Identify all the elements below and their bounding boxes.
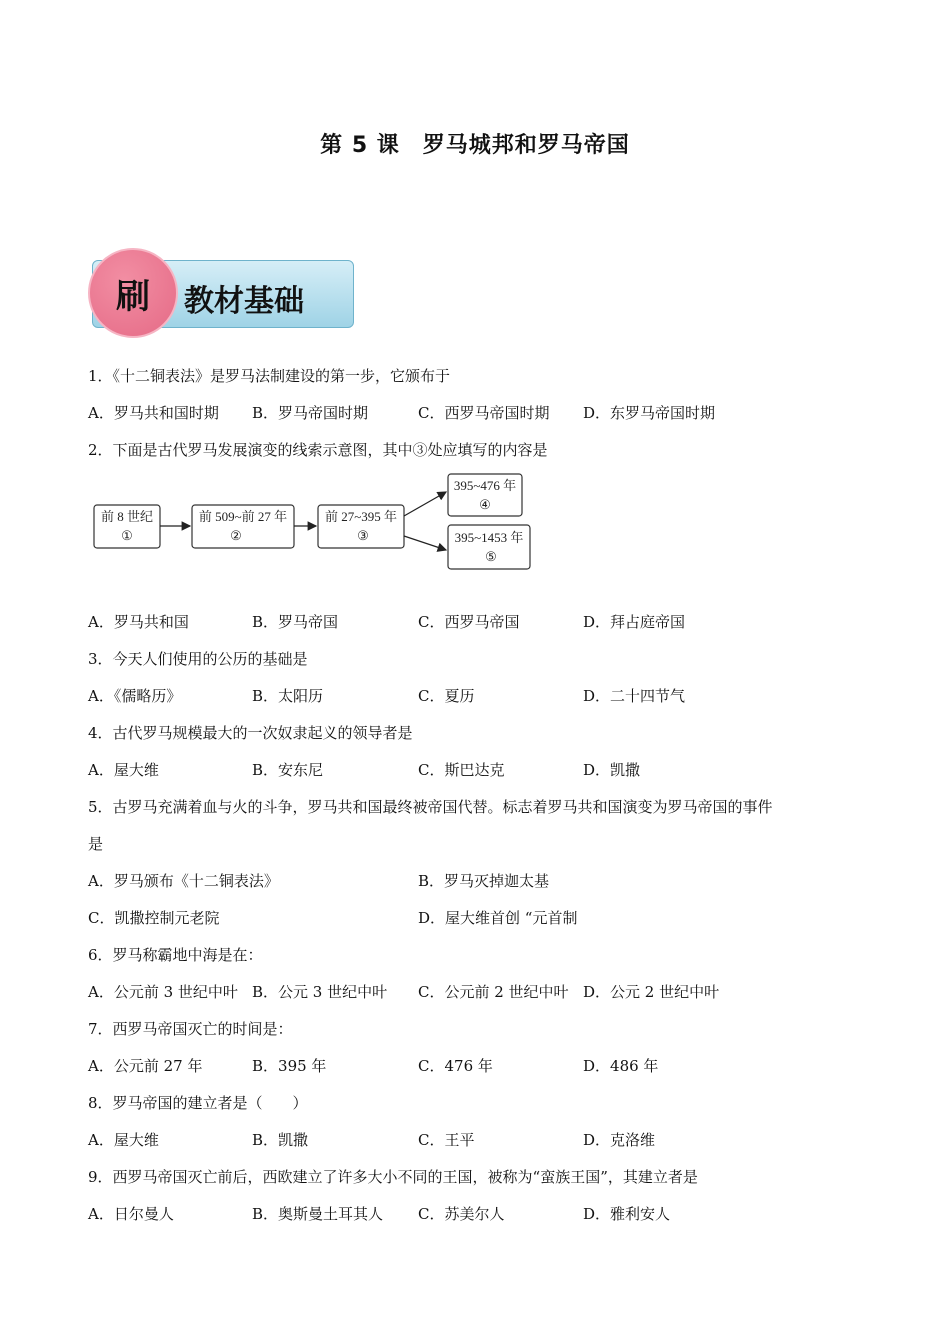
question-6-option-c[interactable]: C．公元前 2 世纪中叶 <box>418 983 569 1001</box>
banner-circle-badge: 刷 <box>88 248 178 338</box>
question-1-option-a[interactable]: A．罗马共和国时期 <box>88 404 219 422</box>
question-9-option-b[interactable]: B．奥斯曼土耳其人 <box>252 1205 384 1223</box>
question-8-stem: 8．罗马帝国的建立者是（ ） <box>88 1094 308 1112</box>
page-title: 第 5 课 罗马城邦和罗马帝国 <box>320 133 630 158</box>
diagram-box-3-period: 前 27~395 年 <box>324 509 398 524</box>
question-3-stem: 3．今天人们使用的公历的基础是 <box>88 650 308 668</box>
question-6-option-a[interactable]: A．公元前 3 世纪中叶 <box>88 983 238 1001</box>
diagram-box-3-marker: ③ <box>357 528 369 543</box>
question-3-option-d[interactable]: D．二十四节气 <box>583 687 686 705</box>
question-3-option-c[interactable]: C．夏历 <box>418 687 475 705</box>
question-8-option-d[interactable]: D．克洛维 <box>583 1131 656 1149</box>
diagram-arrow-3 <box>404 492 446 516</box>
question-2-option-a[interactable]: A．罗马共和国 <box>88 613 189 631</box>
section-banner <box>88 248 356 332</box>
question-5-option-a[interactable]: A．罗马颁布《十二铜表法》 <box>88 872 279 890</box>
question-4-option-a[interactable]: A．屋大维 <box>88 761 159 779</box>
diagram-box-5-period: 395~1453 年 <box>454 530 524 545</box>
question-2-option-b[interactable]: B．罗马帝国 <box>252 613 339 631</box>
diagram-box-4-period: 395~476 年 <box>453 478 517 493</box>
question-9-option-c[interactable]: C．苏美尔人 <box>418 1205 505 1223</box>
question-6-option-b[interactable]: B．公元 3 世纪中叶 <box>252 983 388 1001</box>
diagram-box-1-period: 前 8 世纪 <box>100 509 154 524</box>
question-9-option-a[interactable]: A．日尔曼人 <box>88 1205 174 1223</box>
question-9-stem: 9．西罗马帝国灭亡前后，西欧建立了许多大小不同的王国，被称为“蛮族王国”，其建立者是 <box>88 1168 698 1186</box>
question-2-option-c[interactable]: C．西罗马帝国 <box>418 613 520 631</box>
question-7-stem: 7．西罗马帝国灭亡的时间是： <box>88 1020 293 1038</box>
question-2-option-d[interactable]: D．拜占庭帝国 <box>583 613 686 631</box>
question-7-option-d[interactable]: D．486 年 <box>583 1057 659 1075</box>
diagram-arrow-4 <box>404 536 446 550</box>
question-5-stem: 5．古罗马充满着血与火的斗争，罗马共和国最终被帝国代替。标志着罗马共和国演变为罗马帝国的事件 <box>88 798 773 816</box>
question-8-option-c[interactable]: C．王平 <box>418 1131 475 1149</box>
question-5-option-b[interactable]: B．罗马灭掉迦太基 <box>418 872 550 890</box>
question-7-option-a[interactable]: A．公元前 27 年 <box>88 1057 203 1075</box>
question-4-option-b[interactable]: B．安东尼 <box>252 761 324 779</box>
question-3-option-b[interactable]: B．太阳历 <box>252 687 324 705</box>
timeline-diagram <box>88 470 548 580</box>
diagram-box-2-period: 前 509~前 27 年 <box>198 509 288 524</box>
diagram-box-2-marker: ② <box>230 528 242 543</box>
question-2-stem: 2．下面是古代罗马发展演变的线索示意图，其中③处应填写的内容是 <box>88 441 548 459</box>
question-6-option-d[interactable]: D．公元 2 世纪中叶 <box>583 983 720 1001</box>
diagram-box-4-marker: ④ <box>479 497 491 512</box>
question-4-stem: 4．古代罗马规模最大的一次奴隶起义的领导者是 <box>88 724 413 742</box>
question-8-option-b[interactable]: B．凯撒 <box>252 1131 309 1149</box>
question-1-option-b[interactable]: B．罗马帝国时期 <box>252 404 369 422</box>
question-1-option-d[interactable]: D．东罗马帝国时期 <box>583 404 716 422</box>
question-5-option-c[interactable]: C．凯撒控制元老院 <box>88 909 220 927</box>
diagram-box-5-marker: ⑤ <box>485 549 497 564</box>
question-1-option-c[interactable]: C．西罗马帝国时期 <box>418 404 550 422</box>
question-5-stem-continued: 是 <box>88 835 104 853</box>
question-1-stem: 1．《十二铜表法》是罗马法制建设的第一步，它颁布于 <box>88 367 451 385</box>
question-9-option-d[interactable]: D．雅利安人 <box>583 1205 671 1223</box>
question-7-option-c[interactable]: C．476 年 <box>418 1057 493 1075</box>
question-5-option-d[interactable]: D．屋大维首创 “元首制 <box>418 909 578 927</box>
question-4-option-d[interactable]: D．凯撒 <box>583 761 641 779</box>
question-8-option-a[interactable]: A．屋大维 <box>88 1131 159 1149</box>
question-4-option-c[interactable]: C．斯巴达克 <box>418 761 505 779</box>
question-7-option-b[interactable]: B．395 年 <box>252 1057 327 1075</box>
question-6-stem: 6．罗马称霸地中海是在： <box>88 946 263 964</box>
diagram-box-1-marker: ① <box>121 528 133 543</box>
question-3-option-a[interactable]: A．《儒略历》 <box>88 687 182 705</box>
banner-label: 教材基础 <box>184 284 304 319</box>
